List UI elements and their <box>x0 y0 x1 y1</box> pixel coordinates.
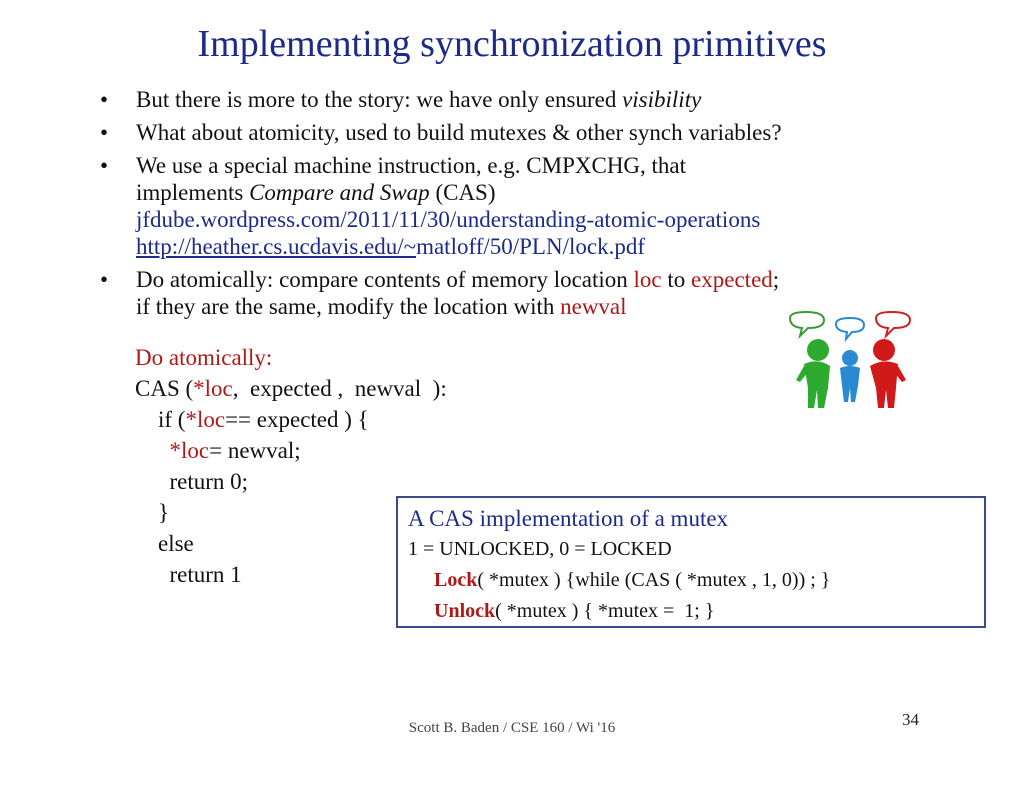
bullet-text-line2: if they are the same, modify the location with newval <box>136 294 627 319</box>
bullet-item <box>100 152 980 260</box>
code-line: if (*loc== expected ) { <box>135 407 369 432</box>
bullet-text: We use a special machine instruction, e.g. CMPXCHG, that <box>136 153 687 178</box>
link-ucdavis[interactable]: http://heather.cs.ucdavis.edu/~matloff/50/PLN/lock.pdf <box>136 234 645 259</box>
bullet-glyph: • <box>100 153 109 178</box>
slide-footer: Scott B. Baden / CSE 160 / Wi '16 <box>408 720 616 736</box>
bullet-text: What about atomicity, used to build mutexes & other synch variables? <box>136 120 782 145</box>
code-line: return 0; <box>135 469 249 494</box>
bullet-text: But there is more to the story: we have only ensured <box>136 87 623 112</box>
cas-mutex-box <box>396 496 986 628</box>
bullet-text-line2: implements Compare and Swap (CAS) <box>136 180 496 205</box>
bullet-glyph: • <box>100 87 109 112</box>
code-line: *loc= newval; <box>135 438 301 463</box>
bullet-glyph: • <box>100 267 109 292</box>
bullet-emphasis: visibility <box>622 87 702 112</box>
code-line: else <box>135 531 194 556</box>
unlock-code-line: Unlock( *mutex ) { *mutex = 1; } <box>434 600 715 622</box>
cas-box-heading: A CAS implementation of a mutex <box>408 506 729 531</box>
code-line: CAS (*loc, expected , newval ): <box>135 376 447 401</box>
bullet-list <box>100 86 980 326</box>
bullet-glyph: • <box>100 120 109 145</box>
bullet-item <box>100 119 980 146</box>
speech-bubble-people-icon <box>784 310 916 410</box>
page-number: 34 <box>902 710 919 729</box>
lock-code-line: Lock( *mutex ) {while (CAS ( *mutex , 1, 0)) ; } <box>434 569 831 591</box>
bullet-item <box>100 86 980 113</box>
link-jfdube[interactable]: jfdube.wordpress.com/2011/11/30/understanding-atomic-operations <box>136 207 761 232</box>
bullet-text: Do atomically: compare contents of memory location loc to expected; <box>136 267 780 292</box>
slide-title: Implementing synchronization primitives <box>197 23 827 65</box>
code-line: return 1 <box>135 562 242 587</box>
cas-box-legend: 1 = UNLOCKED, 0 = LOCKED <box>408 538 672 560</box>
code-header: Do atomically: <box>135 345 273 370</box>
code-line: } <box>135 500 170 525</box>
